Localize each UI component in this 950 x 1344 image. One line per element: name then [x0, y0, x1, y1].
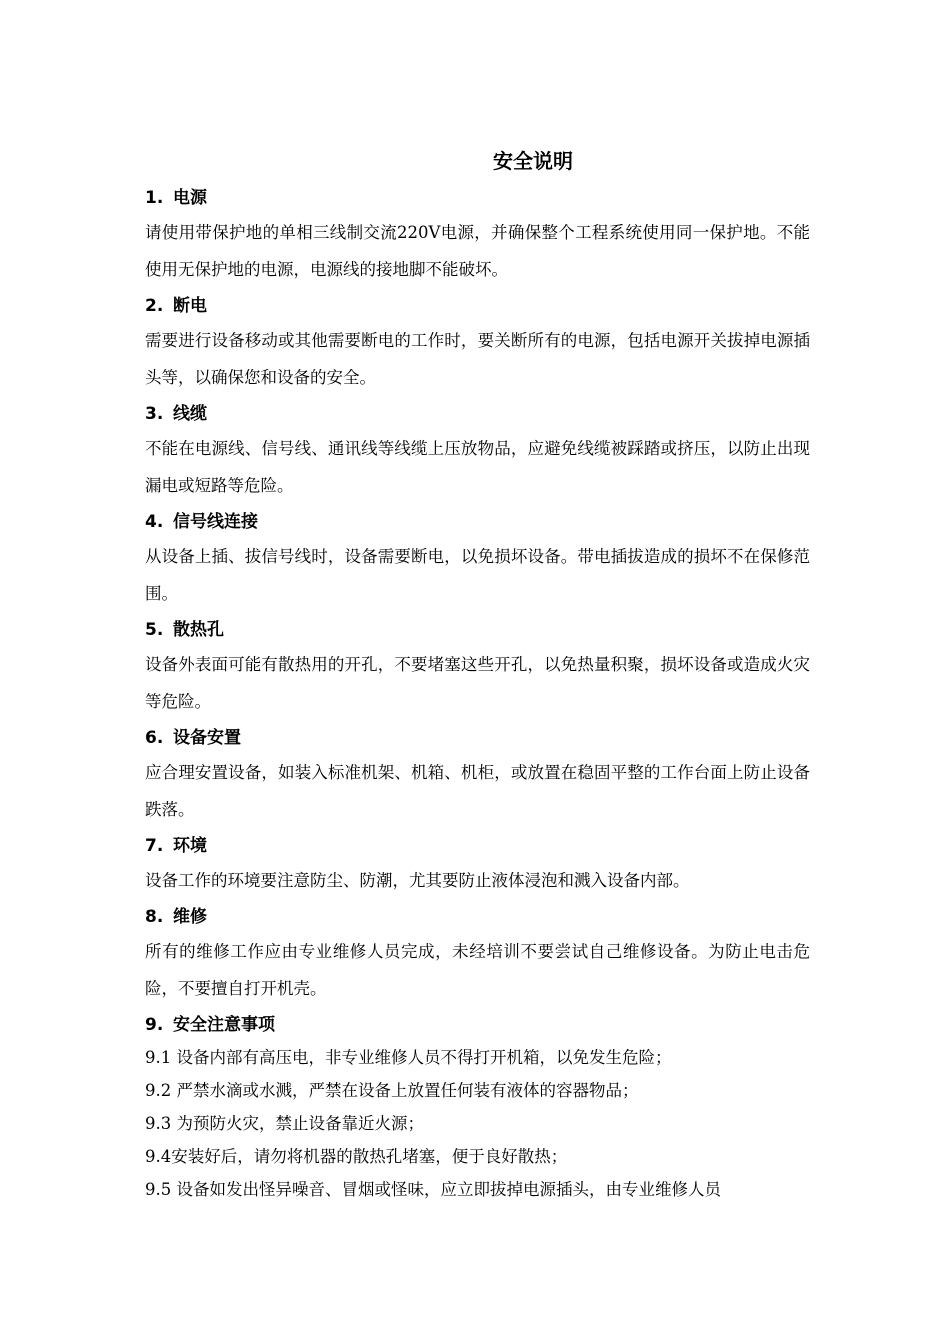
section-title: 电源 [173, 188, 207, 208]
section-text: 设备外表面可能有散热用的开孔，不要堵塞这些开孔，以免热量积聚，损坏设备或造成火灾等危险。 [145, 655, 810, 711]
safety-item: 9.5 设备如发出怪异噪音、冒烟或怪味，应立即拔掉电源插头，由专业维修人员 [145, 1180, 721, 1199]
section-number: 1. [145, 188, 164, 208]
section-text: 所有的维修工作应由专业维修人员完成，未经培训不要尝试自己维修设备。为防止电击危险，不要擅自打开机壳。 [145, 942, 810, 998]
section-heading [145, 1009, 810, 1041]
section-number: 8. [145, 907, 164, 927]
section-text: 从设备上插、拔信号线时，设备需要断电，以免损坏设备。带电插拔造成的损坏不在保修范围。 [145, 547, 810, 603]
section-heading [145, 901, 810, 933]
section-title: 散热孔 [173, 620, 224, 640]
section-heading [145, 290, 810, 322]
section-title: 安全注意事项 [173, 1015, 275, 1035]
safety-item: 9.2 严禁水滴或水溅，严禁在设备上放置任何装有液体的容器物品； [145, 1081, 639, 1100]
section-heading [145, 182, 810, 214]
page-title: 安全说明 [493, 149, 573, 173]
section-number: 6. [145, 728, 164, 748]
safety-item: 9.4安装好后，请勿将机器的散热孔堵塞，便于良好散热； [145, 1147, 568, 1166]
section-number: 7. [145, 836, 164, 856]
section-title: 信号线连接 [173, 512, 258, 532]
section-power [145, 182, 810, 288]
section-heading [145, 614, 810, 646]
section-heading [145, 830, 810, 862]
section-cables [145, 398, 810, 504]
safety-item: 9.1 设备内部有高压电，非专业维修人员不得打开机箱，以免发生危险； [145, 1048, 672, 1067]
section-number: 3. [145, 404, 164, 424]
section-text: 请使用带保护地的单相三线制交流220V电源，并确保整个工程系统使用同一保护地。不能使用无保护地的电源，电源线的接地脚不能破坏。 [145, 223, 810, 279]
section-number: 2. [145, 296, 164, 316]
section-text: 不能在电源线、信号线、通讯线等线缆上压放物品，应避免线缆被踩踏或挤压，以防止出现漏电或短路等危险。 [145, 439, 810, 495]
section-title: 断电 [173, 296, 207, 316]
section-vents [145, 614, 810, 720]
section-placement [145, 722, 810, 828]
section-number: 9. [145, 1015, 164, 1035]
section-title: 维修 [173, 907, 207, 927]
section-text: 需要进行设备移动或其他需要断电的工作时，要关断所有的电源，包括电源开关拔掉电源插头等，以确保您和设备的安全。 [145, 331, 810, 387]
section-signal-connection [145, 506, 810, 612]
section-environment [145, 830, 810, 899]
safety-item: 9.3 为预防火灾，禁止设备靠近火源； [145, 1114, 424, 1133]
section-heading [145, 506, 810, 538]
section-heading [145, 398, 810, 430]
section-safety-notes [145, 1009, 810, 1206]
section-power-off [145, 290, 810, 396]
section-heading [145, 722, 810, 754]
section-title: 设备安置 [173, 728, 241, 748]
section-title: 线缆 [173, 404, 207, 424]
section-maintenance [145, 901, 810, 1007]
section-text: 设备工作的环境要注意防尘、防潮，尤其要防止液体浸泡和溅入设备内部。 [145, 871, 690, 890]
section-number: 5. [145, 620, 164, 640]
section-title: 环境 [173, 836, 207, 856]
section-text: 应合理安置设备，如装入标准机架、机箱、机柜，或放置在稳固平整的工作台面上防止设备跌落。 [145, 763, 810, 819]
section-number: 4. [145, 512, 164, 532]
document-body [145, 182, 810, 1206]
